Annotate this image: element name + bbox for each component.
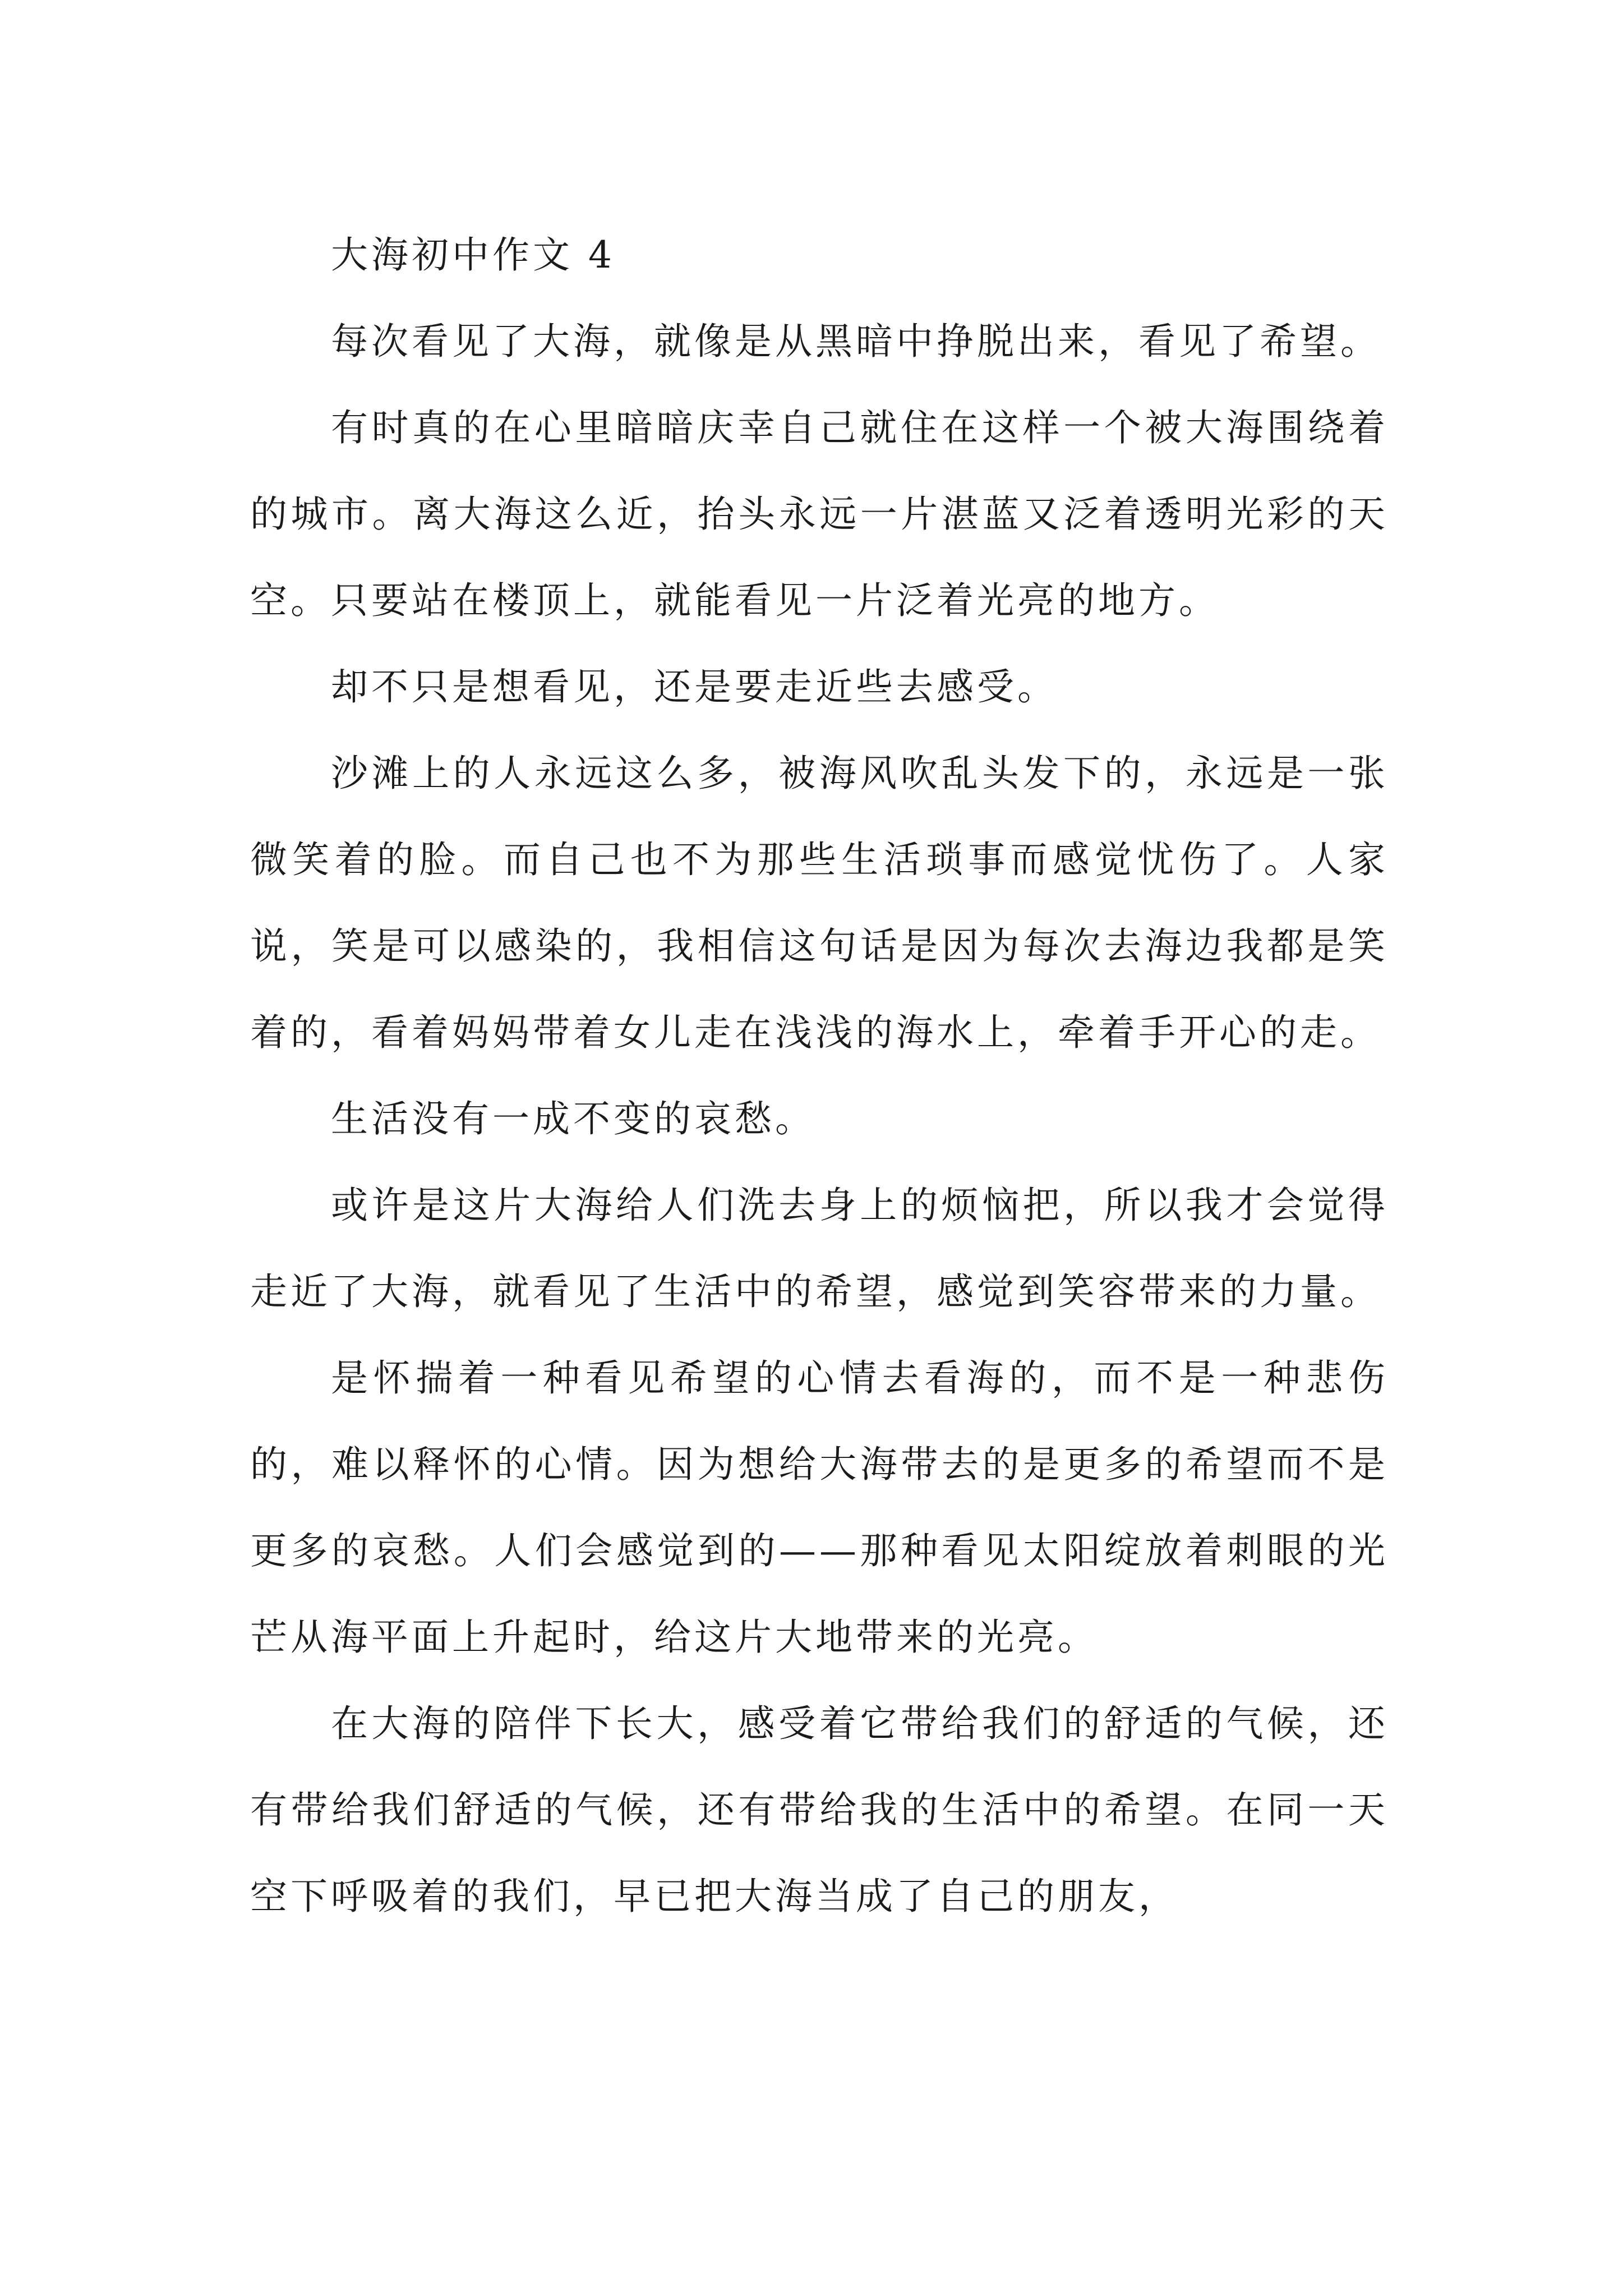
- paragraph-1: 每次看见了大海，就像是从黑暗中挣脱出来，看见了希望。: [331, 320, 1381, 363]
- paragraph-3: 却不只是想看见，还是要走近些去感受。: [331, 665, 1058, 708]
- essay-title: 大海初中作文 4: [331, 233, 615, 277]
- paragraph-2: 有时真的在心里暗暗庆幸自己就住在这样一个被大海围绕着的城市。离大海这么近，抬头永远一片湛蓝又泛着透明光彩的天空。只要站在楼顶上，就能看见一片泛着光亮的地方。: [250, 406, 1389, 622]
- paragraph-4: 沙滩上的人永远这么多，被海风吹乱头发下的，永远是一张微笑着的脸。而自己也不为那些生活琐事而感觉忧伤了。人家说，笑是可以感染的，我相信这句话是因为每次去海边我都是笑着的，看着妈妈带着女儿走在浅浅的海水上，牵着手开心的走。: [250, 752, 1389, 1054]
- essay-body: [250, 212, 1389, 1940]
- paragraph-7: 是怀揣着一种看见希望的心情去看海的，而不是一种悲伤的，难以释怀的心情。因为想给大海带去的是更多的希望而不是更多的哀愁。人们会感觉到的——那种看见太阳绽放着刺眼的光芒从海平面上升起时，给这片大地带来的光亮。: [250, 1356, 1389, 1659]
- paragraph-6: 或许是这片大海给人们洗去身上的烦恼把，所以我才会觉得走近了大海，就看见了生活中的希望，感觉到笑容带来的力量。: [250, 1184, 1389, 1313]
- paragraph-8: 在大海的陪伴下长大，感受着它带给我们的舒适的气候，还有带给我们舒适的气候，还有带给我的生活中的希望。在同一天空下呼吸着的我们，早已把大海当成了自己的朋友，: [250, 1702, 1389, 1918]
- paragraph-5: 生活没有一成不变的哀愁。: [331, 1097, 815, 1140]
